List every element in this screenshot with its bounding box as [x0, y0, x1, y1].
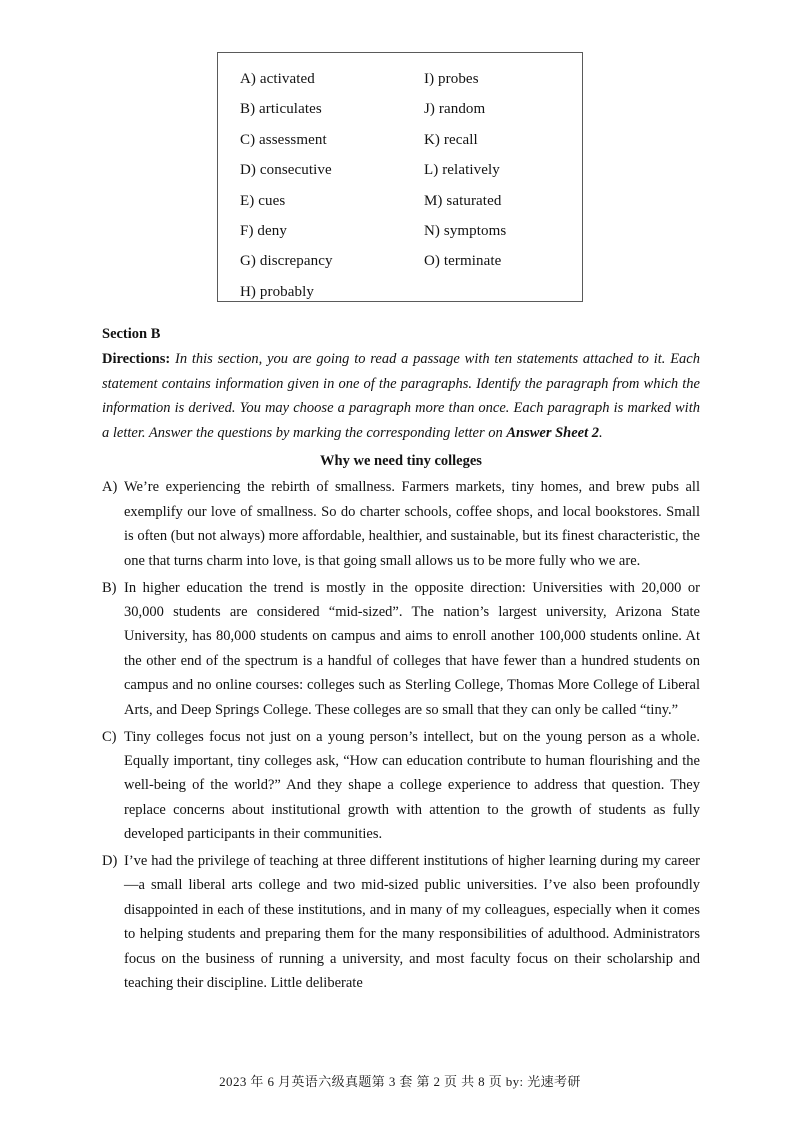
word-bank-option: M) saturated	[424, 192, 502, 209]
word-bank-columns	[218, 53, 582, 301]
paragraph-text: Tiny colleges focus not just on a young person’s intellect, but on the young person as a whole. Equally important, tiny colleges ask, “How can education contribute to human flourishing and the well-being of the world?” And they shape a college experience to address that question. They replace concerns about institutional growth with attention to the growth of students as fully developed participants in their communities.	[124, 728, 700, 843]
page-footer: 2023 年 6 月英语六级真题第 3 套 第 2 页 共 8 页 by: 光速考研	[219, 1074, 581, 1089]
main-text-column	[102, 322, 700, 998]
paragraph-text: We’re experiencing the rebirth of smallness. Farmers markets, tiny homes, and brew pubs all exemplify our love of smallness. So do charter schools, coffee shops, and local bookstores. Small is often (but not always) more affordable, healthier, and sustainable, but its finest characteristic, the one that turns charm into love, is that going small allows us to be more fully who we are.	[124, 479, 700, 569]
word-bank-option: E) cues	[240, 192, 286, 209]
passage-paragraph-b	[102, 576, 700, 722]
word-bank-option: K) recall	[424, 131, 478, 148]
paragraph-marker: D)	[102, 853, 118, 870]
word-bank-option: N) symptoms	[424, 222, 507, 239]
word-bank-option: J) random	[424, 101, 486, 118]
directions-label: Directions:	[102, 351, 171, 368]
word-bank-option: B) articulates	[240, 101, 322, 118]
word-bank-option: D) consecutive	[240, 162, 332, 179]
paragraph-marker: C)	[102, 728, 117, 745]
word-bank-option: I) probes	[424, 71, 479, 87]
word-bank-option: L) relatively	[424, 162, 500, 179]
directions-end-punctuation: .	[599, 424, 603, 441]
word-bank-box	[217, 52, 583, 302]
passage-paragraph-c	[102, 725, 700, 847]
passage-paragraph-d	[102, 849, 700, 995]
answer-sheet-reference: Answer Sheet 2	[506, 424, 600, 441]
word-bank-option: H) probably	[240, 283, 314, 300]
paragraph-text: I’ve had the privilege of teaching at three different institutions of higher learning during my career—a small liberal arts college and two mid-sized public universities. I’ve also been profoundly disappointed in each of these institutions, and in many of my colleagues, especially when it comes to helping students and preparing them for the many responsibilities of adulthood. Administrators focus on the business of running a university, and most faculty focus on their scholarship and teaching their discipline. Little deliberate	[124, 853, 700, 992]
paragraph-marker: A)	[102, 479, 118, 496]
word-bank-left-column	[240, 64, 333, 307]
passage-paragraph-a	[102, 475, 700, 573]
word-bank-option: G) discrepancy	[240, 253, 333, 270]
word-bank-option: O) terminate	[424, 253, 502, 270]
section-heading: Section B	[102, 326, 161, 342]
word-bank-option: F) deny	[240, 222, 287, 239]
passage-title: Why we need tiny colleges	[320, 453, 482, 470]
directions-body: In this section, you are going to read a passage with ten statements attached to it. Each statement contains information given in one of the paragraphs. Identify the paragraph from which the information is derived. You may choose a paragraph more than once. Each paragraph is marked with a letter. Answer the questions by marking the corresponding letter on	[102, 351, 700, 441]
paragraph-marker: B)	[102, 579, 117, 596]
paragraph-text: In higher education the trend is mostly in the opposite direction: Universities with 20,000 or 30,000 students are considered “mid-sized”. The nation’s largest university, Arizona State University, has 80,000 students on campus and aims to enroll another 100,000 students online. At the other end of the spectrum is a handful of colleges that have fewer than a hundred students on campus and no online courses: colleges such as Sterling College, Thomas More College of Liberal Arts, and Deep Springs College. These colleges are so small that they can only be called “tiny.”	[124, 579, 700, 718]
word-bank-option: A) activated	[240, 71, 315, 87]
directions-paragraph	[102, 347, 700, 445]
word-bank-right-column	[424, 64, 506, 277]
word-bank-option: C) assessment	[240, 131, 327, 148]
